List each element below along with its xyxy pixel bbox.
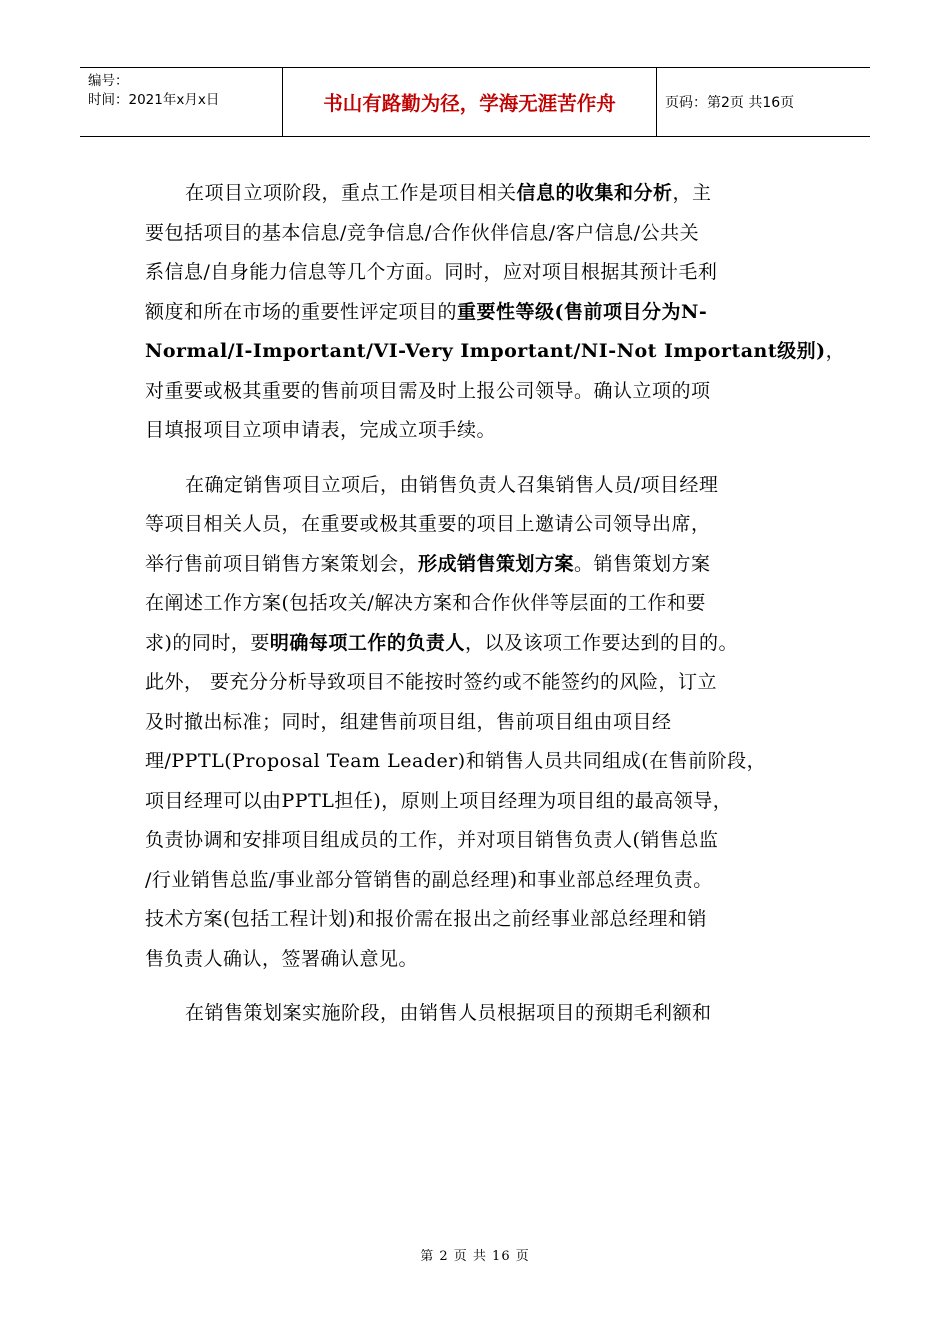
text-line — [145, 174, 810, 214]
text-line — [145, 940, 810, 980]
text-segment: 目填报项目立项申请表，完成立项手续。 — [145, 419, 497, 441]
text-segment: 理/PPTL(Proposal Team Leader)和销售人员共同组成(在售前阶段， — [145, 750, 767, 772]
paragraph — [145, 994, 810, 1034]
text-line — [145, 821, 810, 861]
text-line — [145, 861, 810, 901]
emphasized-text: 明确每项工作的负责人 — [269, 631, 465, 654]
text-segment: 技术方案(包括工程计划)和报价需在报出之前经事业部总经理和销 — [145, 908, 707, 930]
document-number-label: 编号： — [88, 73, 129, 89]
text-segment: ，主 — [672, 182, 712, 204]
paragraph — [145, 174, 846, 451]
emphasized-text: Normal/I-Important/VI-Very Important/NI-Not Important级别) — [145, 340, 826, 362]
text-line — [145, 332, 846, 372]
text-segment: 负责协调和安排项目组成员的工作，并对项目销售负责人(销售总监 — [145, 829, 719, 851]
emphasized-text: 形成销售策划方案 — [418, 552, 575, 575]
emphasized-text: 信息的收集和分析 — [516, 182, 673, 204]
text-segment: ， — [825, 340, 846, 362]
text-segment: 在确定销售项目立项后，由销售负责人召集销售人员/项目经理 — [185, 473, 719, 496]
text-line — [145, 584, 810, 624]
text-segment: 在阐述工作方案(包括攻关/解决方案和合作伙伴等层面的工作和要 — [145, 592, 706, 614]
text-line — [145, 411, 810, 451]
page-footer: 第 2 页 共 16 页 — [420, 1249, 530, 1264]
text-segment: 此外， 要充分分析导致项目不能按时签约或不能签约的风险，订立 — [145, 671, 718, 693]
text-segment: 在销售策划案实施阶段，由销售人员根据项目的预期毛利额和 — [185, 1002, 712, 1024]
page-header — [80, 67, 870, 137]
text-segment: 额度和所在市场的重要性评定项目的 — [145, 300, 458, 323]
text-segment: 要包括项目的基本信息/竞争信息/合作伙伴信息/客户信息/公共关 — [145, 221, 700, 244]
text-line — [145, 214, 810, 254]
text-segment: 项目经理可以由PPTL担任)，原则上项目经理为项目组的最高领导， — [145, 789, 733, 812]
text-line — [145, 545, 810, 585]
paragraph — [145, 466, 810, 980]
header-motto: 书山有路勤为径，学海无涯苦作舟 — [283, 68, 657, 136]
text-line — [145, 703, 810, 743]
document-body — [145, 174, 846, 1034]
text-segment: 求)的同时，要 — [145, 631, 270, 654]
text-segment: 举行售前项目销售方案策划会， — [145, 552, 419, 575]
header-page-info: 页码：第2页 共16页 — [665, 95, 795, 111]
text-line — [145, 505, 810, 545]
text-line — [145, 253, 810, 293]
header-meta — [80, 68, 283, 136]
document-date: 时间：2021年x月x日 — [88, 92, 220, 108]
text-line — [145, 663, 810, 703]
text-segment: 。销售策划方案 — [574, 552, 711, 575]
text-line — [145, 293, 810, 333]
text-line — [145, 900, 810, 940]
text-line — [145, 466, 810, 506]
text-line — [145, 994, 810, 1034]
emphasized-text: 重要性等级(售前项目分为N- — [457, 300, 708, 323]
text-line — [145, 372, 810, 412]
text-line — [145, 624, 810, 664]
text-segment: 对重要或极其重要的售前项目需及时上报公司领导。确认立项的项 — [145, 379, 711, 402]
text-segment: 系信息/自身能力信息等几个方面。同时，应对项目根据其预计毛利 — [145, 261, 718, 283]
text-segment: ，以及该项工作要达到的目的。 — [464, 631, 738, 654]
text-segment: 在项目立项阶段，重点工作是项目相关 — [185, 182, 517, 204]
text-segment: 售负责人确认，签署确认意见。 — [145, 947, 419, 970]
text-line — [145, 742, 810, 782]
text-segment: 等项目相关人员，在重要或极其重要的项目上邀请公司领导出席， — [145, 513, 711, 535]
text-line — [145, 782, 810, 822]
text-segment: /行业销售总监/事业部分管销售的副总经理)和事业部总经理负责。 — [145, 868, 713, 891]
text-segment: 及时撤出标准；同时，组建售前项目组，售前项目组由项目经 — [145, 710, 672, 733]
